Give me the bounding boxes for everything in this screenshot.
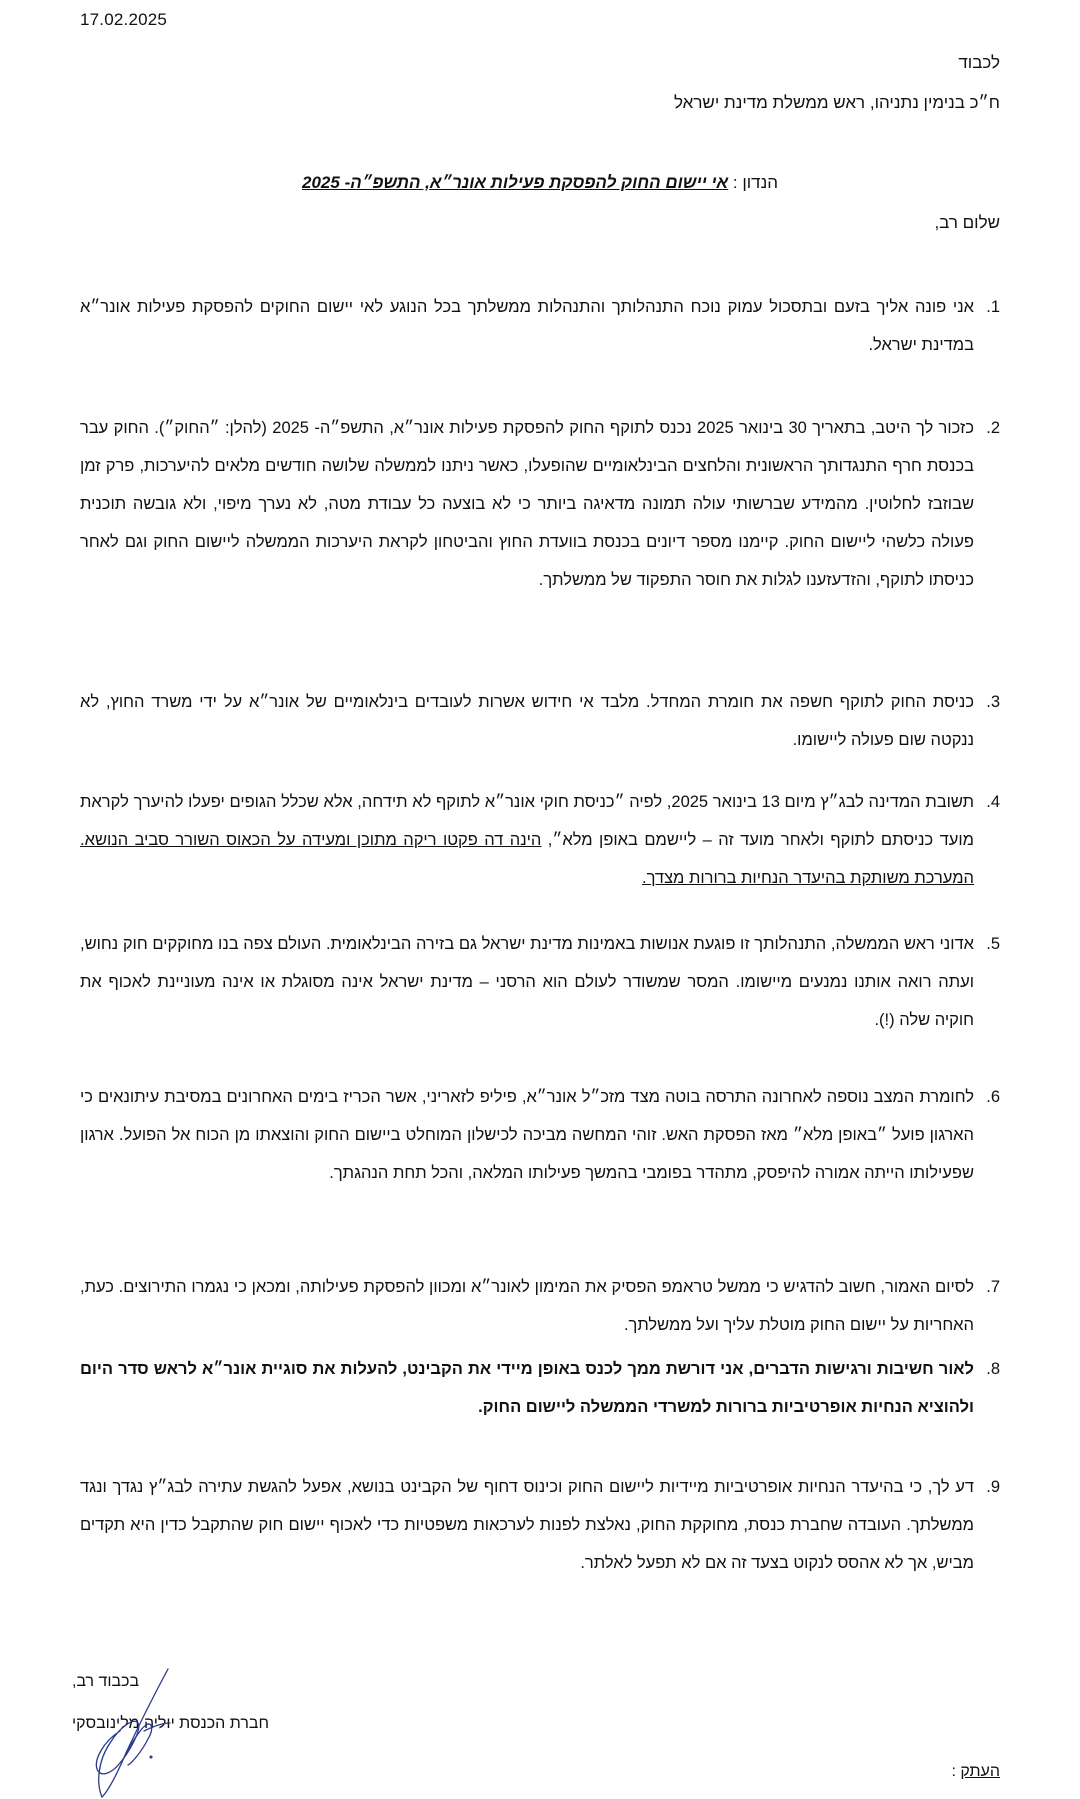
addressee-name: ח״כ בנימין נתניהו, ראש ממשלת מדינת ישראל <box>673 93 1000 112</box>
paragraph-7 <box>80 1268 1000 1344</box>
subject-text: אי יישום החוק להפסקת פעילות אונר״א, התשפ״ה- 2025 <box>302 173 729 192</box>
paragraph-text <box>80 783 974 897</box>
paragraph-text: כזכור לך היטב, בתאריך 30 בינואר 2025 נכנס לתוקף החוק להפסקת פעילות אונר״א, התשפ״ה- 2025 (להלן: ״החוק״). החוק עבר בכנסת חרף התנגדותך הראשונית והלחצים הבינלאומיים שהופעלו, כאשר ניתנו לממשלה שלושה חודשים מלאים להיערכות, פרק זמן שבוזבז לחלוטין. מהמידע שברשותי עולה תמונה מדאיגה ביותר כי לא בוצעה כל עבודת מטה, לא נערך מיפוי, ולא גובשה תוכנית פעולה כלשהי ליישום החוק. קיימנו מספר דיונים בכנסת בוועדת החוץ והביטחון לקראת היערכות הממשלה ליישום החוק וגם לאחר כניסתו לתוקף, והזדעזענו לגלות את חוסר התפקוד של ממשלתך. <box>80 419 974 589</box>
paragraph-number: 5. <box>986 935 1000 953</box>
paragraph-1 <box>80 288 1000 364</box>
paragraph-text: לאור חשיבות ורגישות הדברים, אני דורשת ממך לכנס באופן מיידי את הקבינט, להעלות את סוגיית אונר״א לראש סדר היום ולהוציא הנחיות אופרטיביות ברורות למשרדי הממשלה ליישום החוק. <box>80 1360 974 1416</box>
paragraph-number: 2. <box>986 419 1000 437</box>
subject-prefix: הנדון : <box>728 173 778 192</box>
cc-section <box>951 1763 1000 1781</box>
signer-name: חברת הכנסת יוליה מלינובסקי <box>72 1715 269 1732</box>
letter-date: 17.02.2025 <box>80 10 168 29</box>
signature-icon <box>80 1665 190 1799</box>
addressee-label: לכבוד <box>958 53 1000 72</box>
paragraph-text: דע לך, כי בהיעדר הנחיות אופרטיביות מיידיות ליישום החוק וכינוס דחוף של הקבינט בנושא, אפעל להגשת עתירה לבג״ץ נגדך ונגד ממשלתך. העובדה שחברת כנסת, מחוקקת החוק, נאלצת לפנות לערכאות משפטיות כדי לאכוף יישום חוק שהתקבל כדין היא תקדים מביש, אך לא אהסס לנקוט בצעד זה אם לא תפעל לאלתר. <box>80 1478 974 1572</box>
cc-suffix: : <box>951 1763 961 1780</box>
paragraph-number: 8. <box>986 1360 1000 1378</box>
paragraph-number: 3. <box>986 693 1000 711</box>
greeting: שלום רב, <box>934 213 1000 232</box>
paragraph-text: לסיום האמור, חשוב להדגיש כי ממשל טראמפ הפסיק את המימון לאונר״א ומכוון להפסקת פעילותה, ומכאן כי נגמרו התירוצים. כעת, האחריות על יישום החוק מוטלת עליך ועל ממשלתך. <box>80 1278 974 1334</box>
closing-salutation: בכבוד רב, <box>72 1673 140 1690</box>
paragraph-3 <box>80 683 1000 759</box>
paragraph-6 <box>80 1078 1000 1192</box>
paragraph-5 <box>80 925 1000 1039</box>
paragraph-4 <box>80 783 1000 897</box>
paragraph-2 <box>80 409 1000 599</box>
paragraph-text: אדוני ראש הממשלה, התנהלותך זו פוגעת אנושות באמינות מדינת ישראל גם בזירה הבינלאומית. העולם צפה בנו מחוקקים חוק נחוש, ועתה רואה אותנו נמנעים מיישומו. המסר שמשודר לעולם הוא הרסני – מדינת ישראל אינה מסוגלת או אינה מעוניינת לאכוף את חוקיה שלה (!). <box>80 935 974 1029</box>
paragraph-number: 4. <box>986 793 1000 811</box>
paragraph-text: לחומרת המצב נוספה לאחרונה התרסה בוטה מצד מזכ״ל אונר״א, פיליפ לזאריני, אשר הכריז בימים האחרונים במסיבת עיתונאים כי הארגון פועל ״באופן מלא״ מאז הפסקת האש. זוהי המחשה מביכה לכישלון המוחלט ביישום החוק והוצאתו מן הכוח אל הפועל. ארגון שפעילותו הייתה אמורה להיפסק, מתהדר בפומבי בהמשך פעילותו המלאה, והכל תחת הנהגתך. <box>80 1088 974 1182</box>
paragraph-9 <box>80 1468 1000 1582</box>
cc-label: העתק <box>960 1763 1000 1780</box>
paragraph-number: 9. <box>986 1478 1000 1496</box>
paragraph-number: 6. <box>986 1088 1000 1106</box>
paragraph-text-underlined: הינה דה פקטו ריקה מתוכן ומעידה על הכאוס השורר סביב הנושא. המערכת משותקת בהיעדר הנחיות ברורות מצדך. <box>80 831 974 887</box>
paragraph-8 <box>80 1350 1000 1426</box>
paragraph-number: 1. <box>986 298 1000 316</box>
paragraph-text: אני פונה אליך בזעם ובתסכול עמוק נוכח התנהלותך והתנהלות ממשלתך בכל הנוגע לאי יישום החוקים להפסקת פעילות אונר״א במדינת ישראל. <box>80 298 974 354</box>
paragraph-number: 7. <box>986 1278 1000 1296</box>
paragraph-text: כניסת החוק לתוקף חשפה את חומרת המחדל. מלבד אי חידוש אשרות לעובדים בינלאומיים של אונר״א על ידי משרד החוץ, לא ננקטה שום פעולה ליישומו. <box>80 693 974 749</box>
subject-line <box>0 173 1080 193</box>
paragraph-text-plain: תשובת המדינה לבג״ץ מיום 13 בינואר 2025, לפיה ״כניסת חוקי אונר״א לתוקף לא תידחה, אלא שכלל הגופים יפעלו להיערך לקראת מועד כניסתם לתוקף ולאחר מועד זה – ליישמם באופן מלא״, <box>80 793 974 849</box>
